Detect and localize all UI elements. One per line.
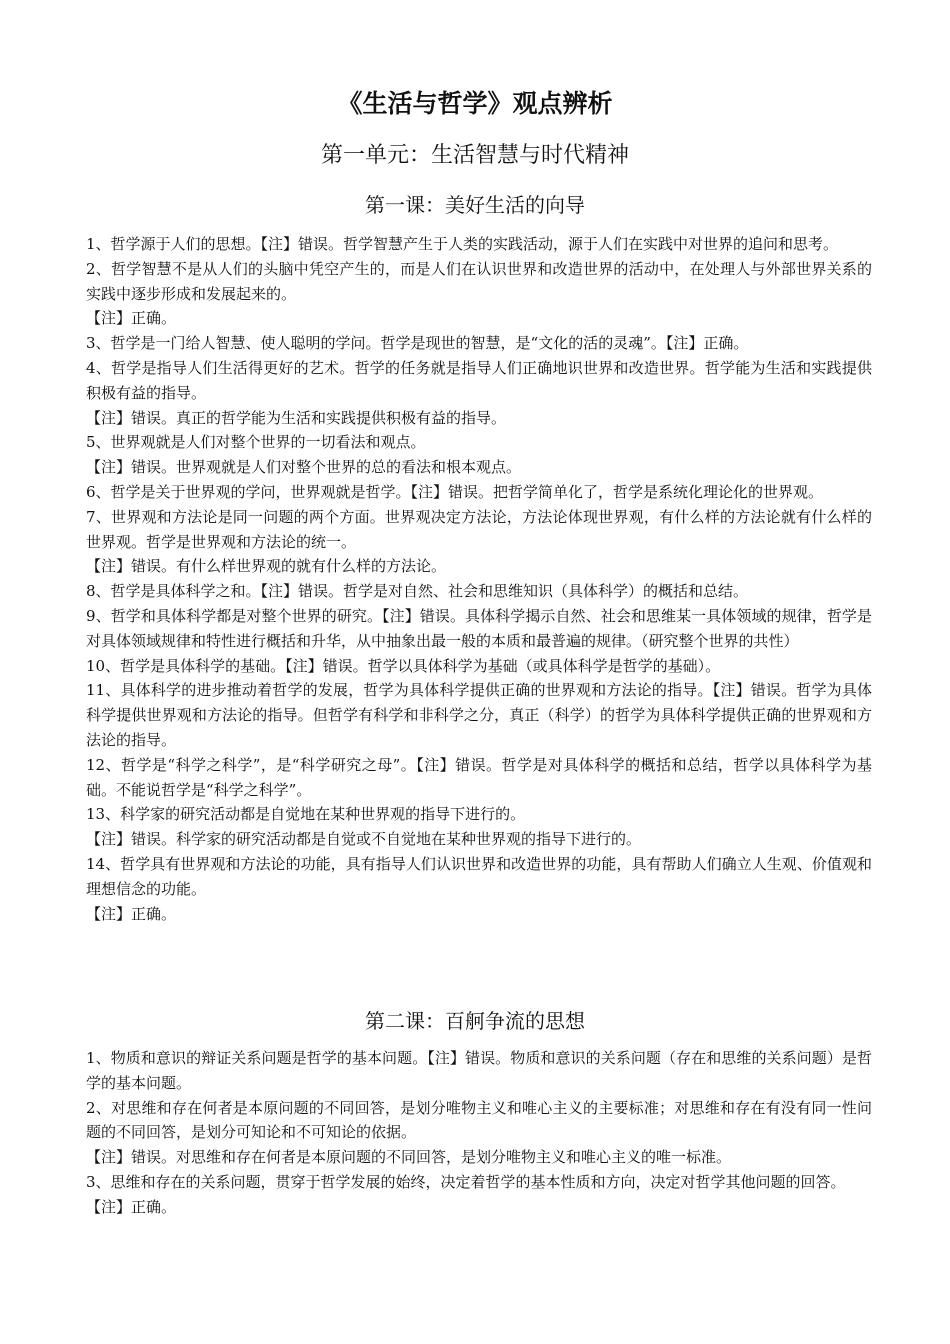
paragraph: 5、世界观就是人们对整个世界的一切看法和观点。 — [86, 433, 426, 452]
paragraph: 【注】错误。世界观就是人们对整个世界的总的看法和根本观点。 — [86, 458, 522, 477]
lesson-2-heading: 第二课：百舸争流的思想 — [365, 1009, 585, 1033]
paragraph: 【注】错误。科学家的研究活动都是自觉或不自觉地在某种世界观的指导下进行的。 — [86, 830, 642, 849]
paragraph: 2、哲学智慧不是从人们的头脑中凭空产生的，而是人们在认识世界和改造世界的活动中，在处理人与外部世界关系的实践中逐步形成和发展起来的。 — [86, 259, 872, 303]
paragraph: 【注】正确。 — [86, 904, 177, 923]
paragraph: 1、哲学源于人们的思想。【注】错误。哲学智慧产生于人类的实践活动，源于人们在实践中对世界的追问和思考。 — [86, 235, 839, 253]
paragraph: 2、对思维和存在何者是本原问题的不同回答，是划分唯物主义和唯心主义的主要标准；对思维和存在有没有同一性问题的不同回答，是划分可知论和不可知论的依据。 — [86, 1098, 872, 1142]
lesson-1-heading: 第一课：美好生活的向导 — [365, 193, 585, 217]
paragraph: 12、哲学是“科学之科学”，是“科学研究之母”。【注】错误。哲学是对具体科学的概括和总结，哲学以具体科学为基础。不能说哲学是“科学之科学”。 — [86, 755, 872, 799]
paragraph: 3、思维和存在的关系问题，贯穿于哲学发展的始终，决定着哲学的基本性质和方向，决定对哲学其他问题的回答。 — [86, 1172, 846, 1191]
paragraph: 8、哲学是具体科学之和。【注】错误。哲学是对自然、社会和思维知识（具体科学）的概括和总结。 — [86, 582, 749, 601]
paragraph: 10、哲学是具体科学的基础。【注】错误。哲学以具体科学为基础（或具体科学是哲学的基础）。 — [86, 656, 721, 675]
paragraph: 【注】正确。 — [86, 309, 177, 328]
lesson-1-body — [86, 232, 872, 926]
paragraph: 13、科学家的研究活动都是自觉地在某种世界观的指导下进行的。 — [86, 805, 526, 824]
paragraph: 【注】正确。 — [86, 1197, 177, 1216]
paragraph: 1、物质和意识的辩证关系问题是哲学的基本问题。【注】错误。物质和意识的关系问题（存在和思维的关系问题）是哲学的基本问题。 — [86, 1049, 872, 1092]
lesson-2-body — [86, 1046, 872, 1220]
paragraph: 【注】错误。对思维和存在何者是本原问题的不同回答，是划分唯物主义和唯心主义的唯一标准。 — [86, 1148, 732, 1167]
paragraph: 6、哲学是关于世界观的学问，世界观就是哲学。【注】错误。把哲学简单化了，哲学是系统化理论化的世界观。 — [86, 482, 824, 501]
paragraph: 4、哲学是指导人们生活得更好的艺术。哲学的任务就是指导人们正确地识世界和改造世界。哲学能为生活和实践提供积极有益的指导。 — [86, 358, 872, 402]
document-title: 《生活与哲学》观点辨析 — [337, 89, 613, 118]
paragraph: 7、世界观和方法论是同一问题的两个方面。世界观决定方法论，方法论体现世界观，有什么样的方法论就有什么样的世界观。哲学是世界观和方法论的统一。 — [86, 507, 872, 551]
paragraph: 14、哲学具有世界观和方法论的功能，具有指导人们认识世界和改造世界的功能，具有帮助人们确立人生观、价值观和理想信念的功能。 — [86, 854, 872, 898]
paragraph: 11、具体科学的进步推动着哲学的发展，哲学为具体科学提供正确的世界观和方法论的指导。【注】错误。哲学为具体科学提供世界观和方法论的指导。但哲学有科学和非科学之分，真正（科学）的哲学为具体科学提供正确的世界观和方法论的指导。 — [86, 681, 872, 749]
paragraph: 【注】错误。真正的哲学能为生活和实践提供积极有益的指导。 — [86, 408, 507, 427]
paragraph: 【注】错误。有什么样世界观的就有什么样的方法论。 — [86, 557, 447, 576]
paragraph: 9、哲学和具体科学都是对整个世界的研究。【注】错误。具体科学揭示自然、社会和思维某一具体领域的规律，哲学是对具体领域规律和特性进行概括和升华，从中抽象出最一般的本质和最普遍的规律。（研究整个世界的共性） — [86, 606, 872, 650]
paragraph: 3、哲学是一门给人智慧、使人聪明的学问。哲学是现世的智慧，是“文化的活的灵魂”。【注】正确。 — [86, 334, 749, 353]
unit-heading: 第一单元：生活智慧与时代精神 — [320, 143, 629, 168]
